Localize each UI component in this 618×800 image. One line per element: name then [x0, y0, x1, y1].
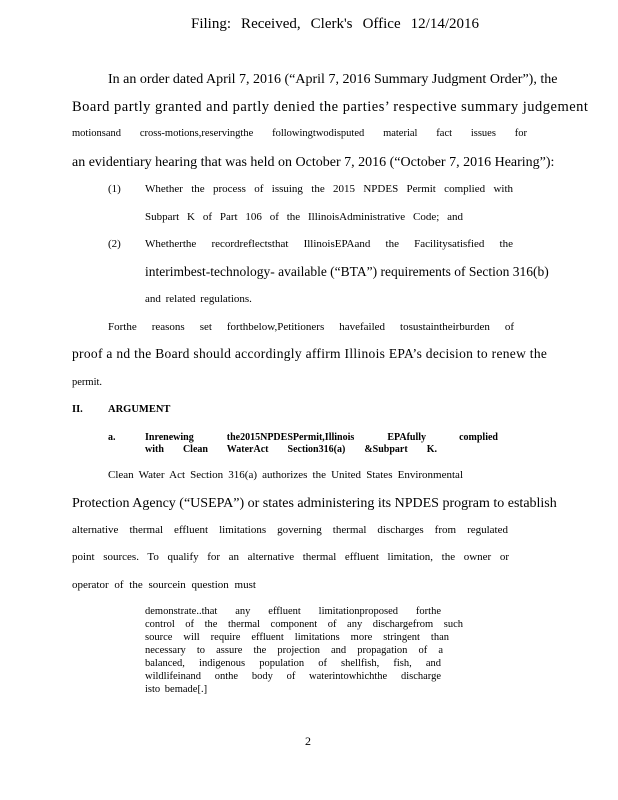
issue-1-line-2: Subpart K of Part 106 of the IllinoisAdministrative Code; and [145, 211, 463, 223]
block-quote-line-6: wildlifeinand onthe body of waterintowhichthe discharge [145, 671, 441, 682]
section-heading-numeral: II. [72, 404, 83, 415]
issue-number-2: (2) [108, 238, 121, 250]
subheading-letter: a. [108, 432, 116, 443]
argument-paragraph-line-1: Clean Water Act Section 316(a) authorizes the United States Environmental [108, 469, 463, 481]
intro-paragraph-line-2: Board partly granted and partly denied the parties’ respective summary judgement [72, 99, 589, 115]
conclusion-paragraph-line-2: proof a nd the Board should accordingly affirm Illinois EPA’s decision to renew the [72, 346, 548, 361]
subheading-line-1: Inrenewing the2015NPDESPermit,Illinois EPAfully complied [145, 432, 498, 443]
argument-paragraph-line-2: Protection Agency (“USEPA”) or states administering its NPDES program to establish [72, 496, 557, 511]
argument-paragraph-line-4: point sources. To qualify for an alternative thermal effluent limitation, the owner or [72, 551, 509, 563]
intro-paragraph-line-4: an evidentiary hearing that was held on October 7, 2016 (“October 7, 2016 Hearing”): [72, 155, 555, 170]
subheading-line-2: with Clean WaterAct Section316(a) &Subpart K. [145, 444, 437, 455]
block-quote-line-2: control of the thermal component of any dischargefrom such [145, 619, 463, 630]
intro-paragraph-line-1: In an order dated April 7, 2016 (“April 7, 2016 Summary Judgment Order”), the [108, 72, 558, 87]
conclusion-paragraph-line-3: permit. [72, 377, 103, 388]
block-quote-line-4: necessary to assure the projection and propagation of a [145, 645, 443, 656]
page-number: 2 [305, 734, 311, 748]
block-quote-line-1: demonstrate..that any effluent limitationproposed forthe [145, 606, 441, 617]
issue-2-line-2: interimbest-technology- available (“BTA”) requirements of Section 316(b) [145, 264, 549, 279]
argument-paragraph-line-5: operator of the sourcein question must [72, 579, 256, 591]
block-quote-line-5: balanced, indigenous population of shellfish, fish, and [145, 658, 441, 669]
issue-number-1: (1) [108, 183, 121, 195]
filing-stamp-header: Filing: Received, Clerk's Office 12/14/2016 [191, 16, 479, 32]
issue-1-line-1: Whether the process of issuing the 2015 NPDES Permit complied with [145, 183, 513, 195]
conclusion-paragraph-line-1: Forthe reasons set forthbelow,Petitioners havefailed tosustaintheirburden of [108, 321, 514, 333]
issue-2-line-1: Whetherthe recordreflectsthat IllinoisEPAand the Facilitysatisfied the [145, 238, 513, 250]
intro-paragraph-line-3: motionsand cross-motions,reservingthe followingtwodisputed material fact issues for [72, 128, 527, 139]
argument-paragraph-line-3: alternative thermal effluent limitations governing thermal discharges from regulated [72, 524, 508, 536]
issue-2-line-3: and related regulations. [145, 293, 252, 305]
block-quote-line-3: source will require effluent limitations more stringent than [145, 632, 449, 643]
block-quote-line-7: isto bemade[.] [145, 684, 208, 695]
section-heading-title: ARGUMENT [108, 404, 171, 415]
